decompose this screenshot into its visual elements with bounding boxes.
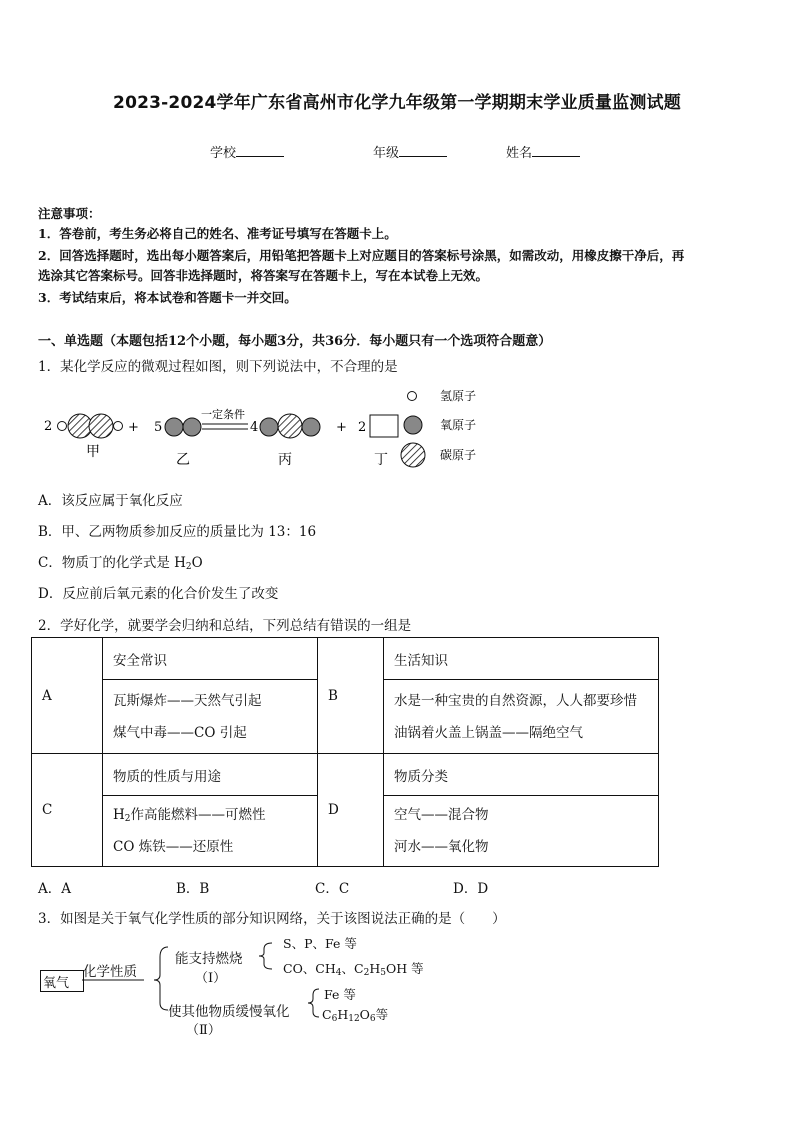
name-blank[interactable] bbox=[532, 144, 580, 157]
branch2-label: 使其他物质缓慢氧化 bbox=[168, 1004, 290, 1020]
q1-option-d[interactable]: D．反应前后氧元素的化合价发生了改变 bbox=[38, 586, 279, 602]
coef-jia: 2 bbox=[44, 419, 53, 434]
legend-carbon-icon bbox=[401, 443, 425, 467]
name-label: 姓名 bbox=[506, 146, 533, 161]
branch1-line-2 bbox=[283, 959, 424, 978]
row-d-header: 物质分类 bbox=[384, 754, 659, 796]
row-d-line-2: 河水——氧化物 bbox=[394, 839, 489, 855]
row-d-letter: D bbox=[318, 754, 384, 867]
q2-option-c[interactable]: C．C bbox=[315, 881, 350, 897]
carbon-atom-icon bbox=[89, 414, 113, 438]
branch2-brace-icon bbox=[308, 989, 319, 1017]
oxygen-box bbox=[40, 970, 84, 992]
row-d-line-1: 空气——混合物 bbox=[394, 807, 489, 823]
coef-bing: 4 bbox=[250, 420, 259, 435]
oxygen-label: 氧气 bbox=[43, 976, 70, 991]
row-c-content bbox=[103, 796, 318, 867]
plus-2: + bbox=[336, 420, 347, 435]
hydrogen-atom-icon bbox=[114, 422, 123, 431]
b2l2-b: H bbox=[337, 1007, 349, 1022]
school-blank[interactable] bbox=[236, 144, 284, 157]
coef-ding: 2 bbox=[358, 420, 367, 435]
legend-oxygen: 氧原子 bbox=[440, 418, 477, 432]
legend-carbon: 碳原子 bbox=[440, 448, 477, 462]
branch1-line-1: S、P、Fe 等 bbox=[283, 936, 357, 951]
plus-1: + bbox=[128, 420, 139, 435]
carbon-atom-icon bbox=[68, 414, 92, 438]
b1l2-s2: 2 bbox=[363, 968, 370, 978]
legend-oxygen-icon bbox=[404, 416, 422, 434]
oxygen-atom-icon bbox=[260, 418, 278, 436]
name-field bbox=[506, 142, 580, 161]
row-a-line-1: 瓦斯爆炸——天然气引起 bbox=[113, 692, 262, 709]
notice-item-2: 2．回答选择题时，选出每小题答案后，用铅笔把答题卡上对应题目的答案标号涂黑，如需改动，用橡皮擦干净后，再 bbox=[38, 248, 685, 263]
oxygen-atom-icon bbox=[165, 418, 183, 436]
row-c-line-2: CO 炼铁——还原性 bbox=[113, 839, 234, 855]
unknown-substance-box bbox=[370, 415, 398, 437]
row-b-line-1: 水是一种宝贵的自然资源，人人都要珍惜 bbox=[394, 692, 637, 709]
b2l2-a: C bbox=[322, 1007, 332, 1022]
row-b-content bbox=[384, 680, 659, 754]
b2l2-c: O bbox=[359, 1007, 370, 1022]
school-label: 学校 bbox=[210, 146, 237, 161]
label-yi: 乙 bbox=[176, 452, 190, 468]
q2-option-b[interactable]: B．B bbox=[176, 881, 210, 897]
q1-option-c-sub: 2 bbox=[185, 562, 192, 572]
notice-item-1: 1．答卷前，考生务必将自己的姓名、准考证号填写在答题卡上。 bbox=[38, 226, 397, 241]
carbon-atom-icon bbox=[278, 414, 302, 438]
row-b-line-2: 油锅着火盖上锅盖——隔绝空气 bbox=[394, 724, 583, 741]
row-c-h: H bbox=[113, 807, 125, 823]
row-d-content bbox=[384, 796, 659, 867]
hydrogen-atom-icon bbox=[58, 422, 67, 431]
school-field bbox=[210, 142, 284, 161]
q1-option-b[interactable]: B．甲、乙两物质参加反应的质量比为 13：16 bbox=[38, 524, 317, 540]
row-a-letter: A bbox=[32, 638, 103, 754]
b2l2-s1: 6 bbox=[331, 1014, 338, 1024]
b1l2-s3: 5 bbox=[380, 968, 386, 978]
q2-option-a[interactable]: A．A bbox=[38, 881, 71, 897]
q1-option-c-text: C．物质丁的化学式是 H bbox=[38, 555, 186, 571]
b1l2-d: OH 等 bbox=[385, 961, 424, 976]
row-a-line-2: 煤气中毒——CO 引起 bbox=[113, 724, 247, 741]
notice-item-3: 3．考试结束后，将本试卷和答题卡一并交回。 bbox=[38, 290, 297, 305]
b1l2-b: 、C bbox=[341, 961, 364, 976]
notice-item-2-cont: 选涂其它答案标号。回答非选择题时，将答案写在答题卡上，写在本试卷上无效。 bbox=[38, 268, 489, 283]
branch1-brace-icon bbox=[259, 943, 272, 969]
branch2-line-1: Fe 等 bbox=[324, 987, 356, 1002]
branch2-line-2 bbox=[322, 1005, 388, 1024]
q3-stem: 3．如图是关于氧气化学性质的部分知识网络，关于该图说法正确的是（ ） bbox=[38, 911, 506, 927]
q2-option-d[interactable]: D．D bbox=[453, 881, 489, 897]
label-jia: 甲 bbox=[86, 444, 100, 460]
legend-hydrogen-icon bbox=[408, 392, 417, 401]
chem-property-label: 化学性质 bbox=[83, 964, 137, 980]
b2l2-d: 等 bbox=[375, 1007, 389, 1022]
b1l2-c: H bbox=[369, 961, 381, 976]
grade-label: 年级 bbox=[373, 146, 400, 161]
branch1-label: 能支持燃烧 bbox=[175, 951, 243, 967]
q1-stem: 1．某化学反应的微观过程如图，则下列说法中，不合理的是 bbox=[38, 359, 398, 375]
branch2-number: （Ⅱ） bbox=[186, 1023, 221, 1038]
reaction-condition: 一定条件 bbox=[201, 408, 245, 421]
q2-stem: 2．学好化学，就要学会归纳和总结，下列总结有错误的一组是 bbox=[38, 618, 412, 634]
b1l2-a: CO、CH bbox=[283, 961, 336, 976]
row-a-content bbox=[103, 680, 318, 754]
b2l2-s2: 12 bbox=[348, 1014, 360, 1024]
page-title: 2023-2024学年广东省高州市化学九年级第一学期期末学业质量监测试题 bbox=[113, 93, 681, 113]
row-b-letter: B bbox=[318, 638, 384, 754]
q1-option-c-tail: O bbox=[191, 555, 203, 571]
label-ding: 丁 bbox=[374, 452, 388, 468]
row-c-header: 物质的性质与用途 bbox=[103, 754, 318, 796]
q1-reaction-diagram bbox=[40, 382, 500, 472]
row-a-header: 安全常识 bbox=[103, 638, 318, 680]
main-brace-icon bbox=[154, 947, 168, 1010]
label-bing: 丙 bbox=[278, 452, 292, 468]
q2-knowledge-table bbox=[31, 637, 659, 867]
oxygen-atom-icon bbox=[302, 418, 320, 436]
q1-option-c[interactable] bbox=[38, 551, 203, 572]
coef-yi: 5 bbox=[154, 420, 163, 435]
row-b-header: 生活知识 bbox=[384, 638, 659, 680]
row-c-letter: C bbox=[32, 754, 103, 867]
row-c-h-sub: 2 bbox=[124, 814, 131, 824]
grade-field bbox=[373, 142, 447, 161]
oxygen-atom-icon bbox=[183, 418, 201, 436]
b2l2-s3: 6 bbox=[369, 1014, 376, 1024]
b1l2-s1: 4 bbox=[335, 968, 342, 978]
notice-heading: 注意事项： bbox=[38, 206, 101, 221]
row-c-line-1 bbox=[113, 799, 317, 831]
grade-blank[interactable] bbox=[399, 144, 447, 157]
section-heading: 一、单选题（本题包括12个小题，每小题3分，共36分．每小题只有一个选项符合题意） bbox=[38, 334, 552, 349]
q1-option-a[interactable]: A．该反应属于氧化反应 bbox=[38, 493, 183, 509]
legend-hydrogen: 氢原子 bbox=[440, 389, 477, 403]
branch1-number: （Ⅰ） bbox=[195, 971, 227, 986]
row-c-line-1-rest: 作高能燃料——可燃性 bbox=[130, 807, 266, 823]
